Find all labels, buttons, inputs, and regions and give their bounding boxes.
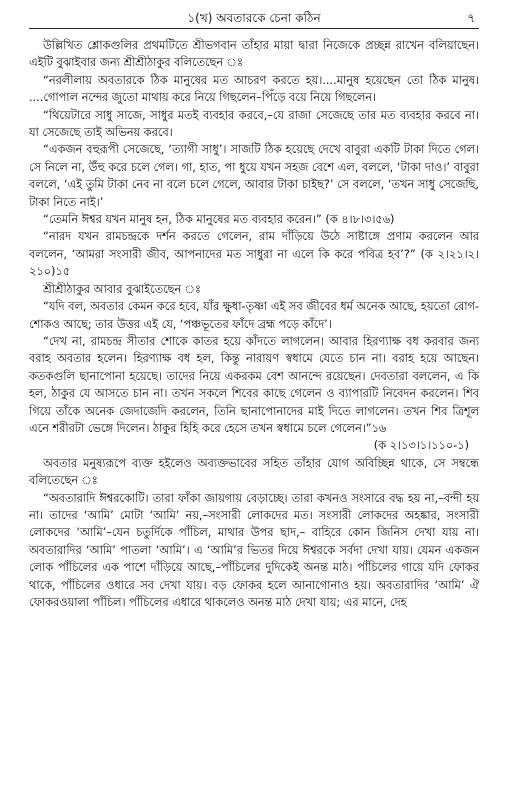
- body-text: [29, 37, 479, 611]
- paragraph-quote: “দেখ না, রামচন্দ্র সীতার শোকে কাতর হয়ে কাঁদতে লাগলেন। আবার হিরণ্যাক্ষ বধ করবার জন্য বরাহ অবতার হলেন। হিরণ্যাক্ষ বধ হল, কিন্তু নারায়ণ স্বধামে যেতে চান না। বরাহ হয়ে আছেন। কতকগুলি ছানাপোনা হয়েছে। তাদের নিয়ে একরকম বেশ আনন্দে রয়েছেন। দেবতারা বললেন, এ কি হল, ঠাকুর যে আসতে চান না। তখন সকলে শিবের কাছে গেলেন ও ব্যাপারটি নিবেদন করলেন। শিব গিয়ে তাঁকে অনেক জেদাজেদি করলেন, তিনি ছানাপোনাদের মাই দিতে লাগলেন। তখন শিব ত্রিশূল এনে শরীরটা ভেঙ্গে দিলেন। ঠাকুর হিহি করে হেসে তখন স্বধামে চলে গেলেন।”১৬: [29, 334, 479, 435]
- paragraph-intro: অবতার মনুষ্যরূপে ব্যক্ত হইলেও অব্যক্তভাবের সহিত তাঁহার যোগ অবিচ্ছিন্ন থাকে, সে সম্বন্ধে বলিতেছেন ঃ: [29, 456, 479, 488]
- paragraph-quote: “তেমনি ঈশ্বর যখন মানুষ হন, ঠিক মানুষের মত ব্যবহার করেন।” (ক ৪।৮।৩।৫৬): [43, 213, 395, 227]
- page-number: ৭: [467, 11, 475, 25]
- chapter-title: ১(খ) অবতারকে চেনা কঠিন: [187, 11, 321, 25]
- paragraph-quote: “থিয়েটারে সাধু সাজে, সাধুর মতই ব্যবহার করবে,–যে রাজা সেজেছে তার মত ব্যবহার করবে না। যা সেজেছে তাই অভিনয় করবে।: [29, 108, 479, 140]
- running-header: [29, 8, 479, 29]
- paragraph-intro: শ্রীশ্রীঠাকুর আবার বুঝাইতেছেন ঃ: [43, 282, 201, 296]
- paragraph-quote: “নরলীলায় অবতারকে ঠিক মানুষের মত আচরণ করতে হয়।....মানুষ হয়েছেন তো ঠিক মানুষ। ....গোপাল নন্দের জুতো মাথায় করে নিয়ে গিছলেন–পিঁড়ে বয়ে নিয়ে গিছলেন।: [29, 73, 479, 105]
- paragraph-intro: উল্লিখিত শ্লোকগুলির প্রথমটিতে শ্রীভগবান তাঁহার মায়া দ্বারা নিজেকে প্রচ্ছন্ন রাখেন বলিয়াছেন। এইটি বুঝাইবার জন্য শ্রীশ্রীঠাকুর বলিতেছেন ঃ: [29, 39, 479, 70]
- paragraph-quote: “নারদ যখন রামচন্দ্রকে দর্শন করতে গেলেন, রাম দাঁড়িয়ে উঠে সাষ্টাঙ্গে প্রণাম করলেন আর বললেন, ‘আমরা সংসারী জীব, আপনাদের মত সাধুরা না এলে কি করে পবিত্র হব’?” (ক ২।২১।২।২১০)১৫: [29, 230, 479, 279]
- paragraph-quote: “যদি বল, অবতার কেমন করে হবে, যাঁর ক্ষুধা-তৃষ্ণা এই সব জীবের ধর্ম অনেক আছে, হয়তো রোগ-শোকও আছে; তার উত্তর এই যে, ‘পঞ্চভূতের ফাঁদে ব্রহ্ম পড়ে কাঁদে’।: [29, 300, 479, 331]
- paragraph-quote: “একজন বহুরূপী সেজেছে, ‘ত্যাগী সাধু’। সাজটি ঠিক হয়েছে দেখে বাবুরা একটি টাকা দিতে গেল। সে নিলে না, উঁহু করে চলে গেল। গা, হাত, পা ধুয়ে যখন সহজ বেশে এল, বললে, ‘টাকা দাও।’ বাবুরা বললে, ‘এই তুমি টাকা নেব না বলে চলে গেলে, আবার টাকা চাইছ?’ সে বললে, ‘তখন সাধু সেজেছি, টাকা নিতে নাই।’: [29, 143, 479, 209]
- citation-reference: (ক ২।১৩।১।১১০-১): [373, 439, 469, 453]
- paragraph-quote: “অবতারাদি ঈশ্বরকোটি। তারা ফাঁকা জায়গায় বেড়াচ্ছে। তারা কখনও সংসারে বদ্ধ হয় না,–বন্দী হয় না। তাদের ‘আমি’ মোটা ‘আমি’ নয়,–সংসারী লোকদের মত। সংসারী লোকদের অহঙ্কার, সংসারী লোকদের ‘আমি’–যেন চতুর্দিকে পাঁচিল, মাথার উপর ছাদ,– বাহিরে কোন জিনিস দেখা যায় না। অবতারাদির ‘আমি’ পাতলা ‘আমি’। এ ‘আমি’র ভিতর দিয়ে ঈশ্বরকে সর্বদা দেখা যায়। যেমন একজন লোক পাঁচিলের এক পাশে দাঁড়িয়ে আছে,–পাঁচিলের দুদিকেই অনন্ত মাঠ। পাঁচিলের গায়ে যদি ফোকর থাকে, পাঁচিলের ওধারে সব দেখা যায়। বড় ফোকর হলে আনাগোনাও হয়। অবতারাদির ‘আমি’ ঐ ফোকরওয়ালা পাঁচিল। পাঁচিলের এধারে থাকলেও অনন্ত মাঠ দেখা যায়; এর মানে, দেহ: [29, 491, 479, 609]
